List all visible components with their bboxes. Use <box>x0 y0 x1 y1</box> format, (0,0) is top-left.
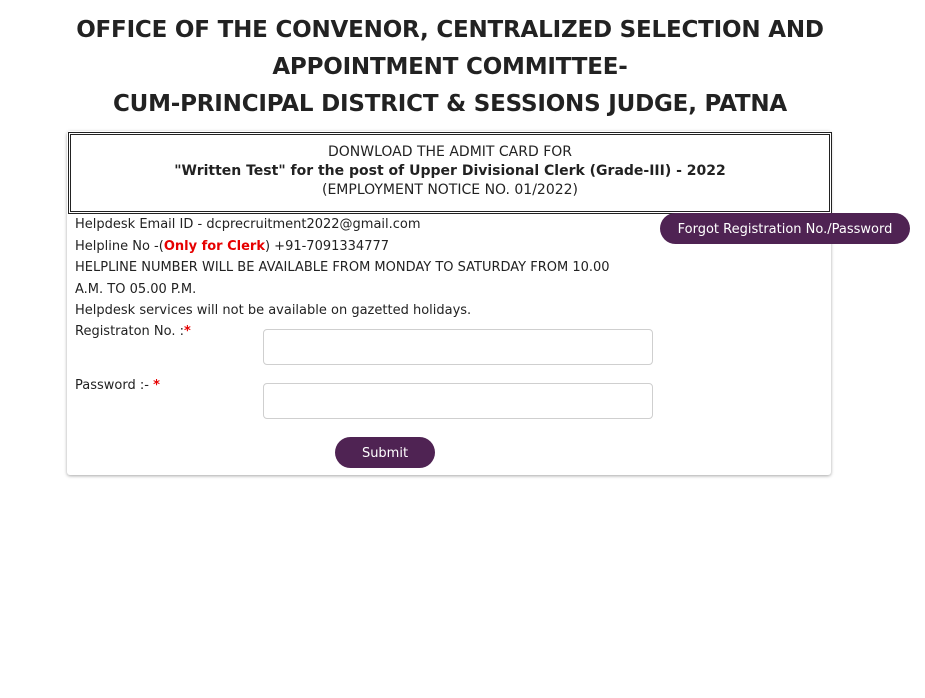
required-mark: * <box>153 378 160 393</box>
notice-line-2: "Written Test" for the post of Upper Divisional Clerk (Grade-III) - 2022 <box>174 163 726 179</box>
submit-button[interactable]: Submit <box>335 437 435 468</box>
helpdesk-info <box>75 214 610 322</box>
registration-label-text: Registraton No. : <box>75 324 185 339</box>
helpline-number <box>75 236 610 258</box>
page-heading <box>0 12 900 123</box>
required-mark: * <box>184 324 191 339</box>
password-input[interactable] <box>263 383 653 419</box>
login-card <box>67 131 831 475</box>
heading-line-2: APPOINTMENT COMMITTEE- <box>272 54 628 80</box>
helpline-suffix: ) +91-7091334777 <box>264 238 390 254</box>
helpline-highlight: Only for Clerk <box>163 238 265 254</box>
notice-line-3: (EMPLOYMENT NOTICE NO. 01/2022) <box>321 182 579 198</box>
notice-box <box>68 132 832 214</box>
forgot-password-button[interactable]: Forgot Registration No./Password <box>660 213 910 244</box>
helpline-hours-line-2: A.M. TO 05.00 P.M. <box>75 281 197 297</box>
notice-line-1: DONWLOAD THE ADMIT CARD FOR <box>327 144 573 160</box>
password-label-text: Password :- <box>75 378 154 393</box>
heading-line-1: OFFICE OF THE CONVENOR, CENTRALIZED SELECTION AND <box>76 17 824 43</box>
helpline-prefix: Helpline No -( <box>75 238 164 254</box>
helpdesk-email: Helpdesk Email ID - dcprecruitment2022@gmail.com <box>75 217 421 232</box>
registration-label <box>75 324 191 339</box>
heading-line-3: CUM-PRINCIPAL DISTRICT & SESSIONS JUDGE, PATNA <box>112 91 788 117</box>
password-label <box>75 378 160 393</box>
holiday-notice: Helpdesk services will not be available on gazetted holidays. <box>75 303 472 318</box>
helpline-hours-line-1: HELPLINE NUMBER WILL BE AVAILABLE FROM MONDAY TO SATURDAY FROM 10.00 <box>75 260 610 275</box>
registration-input[interactable] <box>263 329 653 365</box>
